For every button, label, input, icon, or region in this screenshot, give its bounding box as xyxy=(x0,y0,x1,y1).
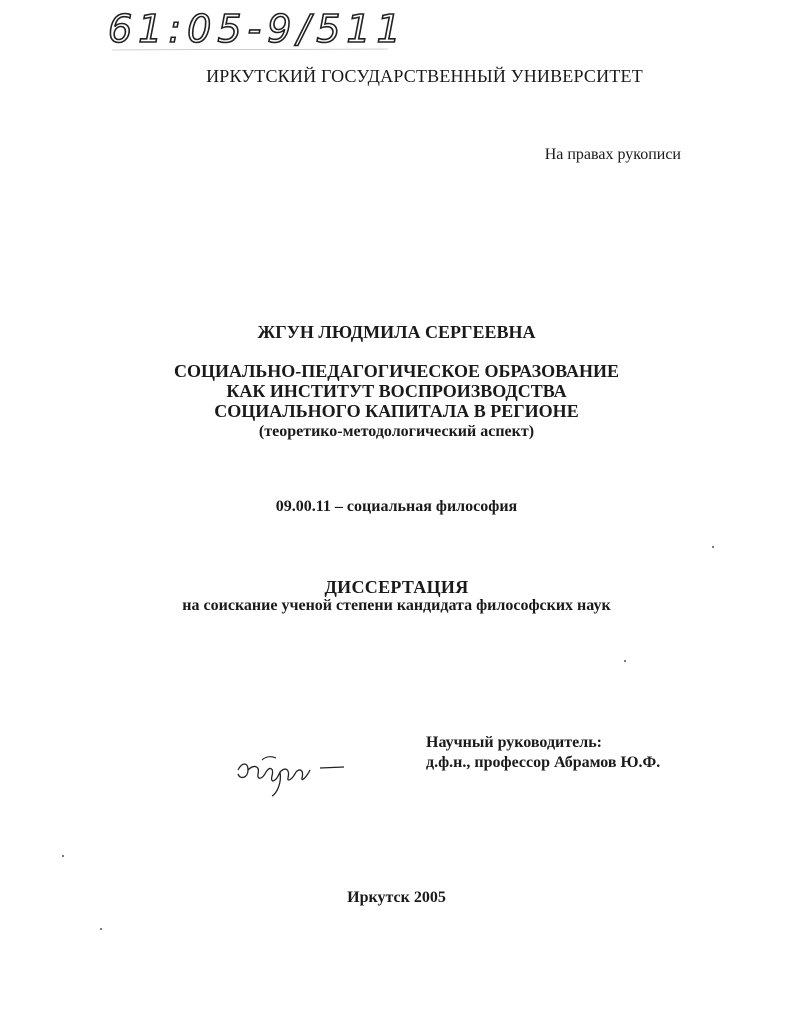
title-line-2: КАК ИНСТИТУТ ВОСПРОИЗВОДСТВА xyxy=(226,381,567,401)
degree-description: на соискание ученой степени кандидата философских наук xyxy=(182,597,611,614)
university-name: ИРКУТСКИЙ ГОСУДАРСТВЕННЫЙ УНИВЕРСИТЕТ xyxy=(206,66,643,86)
manuscript-rights-note: На правах рукописи xyxy=(544,146,681,163)
author-signature xyxy=(232,748,352,800)
scan-speck xyxy=(624,660,626,662)
author-name: ЖГУН ЛЮДМИЛА СЕРГЕЕВНА xyxy=(257,322,536,342)
supervisor-name: д.ф.н., профессор Абрамов Ю.Ф. xyxy=(426,754,661,771)
scan-speck xyxy=(712,546,714,548)
scan-speck xyxy=(100,928,102,930)
title-subtitle: (теоретико-методологический аспект) xyxy=(258,423,535,440)
title-line-1: СОЦИАЛЬНО-ПЕДАГОГИЧЕСКОЕ ОБРАЗОВАНИЕ xyxy=(173,361,619,381)
archive-number-text: 61:05-9/511 xyxy=(108,7,407,51)
scan-speck xyxy=(62,855,64,857)
specialty-code: 09.00.11 – социальная философия xyxy=(275,498,518,515)
supervisor-label: Научный руководитель: xyxy=(426,734,602,751)
city-year: Иркутск 2005 xyxy=(347,889,446,906)
title-line-3: СОЦИАЛЬНОГО КАПИТАЛА В РЕГИОНЕ xyxy=(214,401,579,421)
document-type: ДИССЕРТАЦИЯ xyxy=(324,577,469,597)
handwritten-archive-number xyxy=(108,0,408,56)
